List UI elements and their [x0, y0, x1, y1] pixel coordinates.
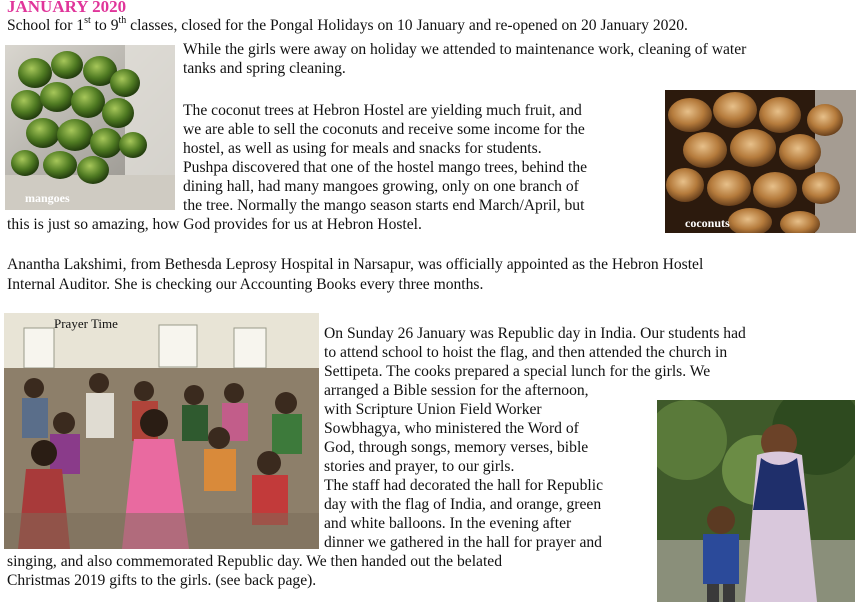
block2-line-6: the tree. Normally the mango season starts end March/April, but — [183, 197, 585, 214]
intro-line — [7, 16, 688, 35]
block1-line-1: While the girls were away on holiday we attended to maintenance work, cleaning of water — [183, 41, 747, 58]
block4-line-13: singing, and also commemorated Republic day. We then handed out the belated — [7, 553, 503, 570]
block4-line-3: Settipeta. The cooks prepared a special lunch for the girls. We — [324, 363, 711, 380]
block4-line-1: On Sunday 26 January was Republic day in India. Our students had — [324, 325, 746, 342]
intro-sup-2: th — [118, 15, 127, 26]
coconuts-caption: coconuts — [685, 216, 730, 230]
portrait-photo — [657, 400, 855, 602]
block2-line-1: The coconut trees at Hebron Hostel are yielding much fruit, and — [183, 102, 582, 119]
block4-line-7: God, through songs, memory verses, bible — [324, 439, 589, 456]
block4-line-5: with Scripture Union Field Worker — [324, 401, 542, 418]
portrait-image — [657, 400, 855, 602]
block2-line-3: hostel, as well as using for meals and snacks for students. — [183, 140, 542, 157]
block2-line-2: we are able to sell the coconuts and receive some income for the — [183, 121, 585, 138]
mangoes-caption: mangoes — [25, 191, 70, 205]
intro-text-1: School for 1 — [7, 17, 85, 34]
block4-line-14: Christmas 2019 gifts to the girls. (see back page). — [7, 572, 317, 589]
prayer-time-photo — [4, 313, 319, 549]
block3-line-1: Anantha Lakshimi, from Bethesda Leprosy Hospital in Narsapur, was officially appointed as the Hebron Hostel — [7, 256, 704, 273]
block4-line-9: The staff had decorated the hall for Republic — [324, 477, 603, 494]
block4-line-2: to attend school to hoist the flag, and then attended the church in — [324, 344, 728, 361]
coconuts-photo — [665, 90, 856, 233]
block4-line-6: Sowbhagya, who ministered the Word of — [324, 420, 579, 437]
prayer-time-caption: Prayer Time — [54, 316, 118, 331]
intro-sup-1: st — [84, 15, 91, 26]
block1-line-2: tanks and spring cleaning. — [183, 60, 346, 77]
block2-line-5: dining hall, had many mangoes growing, only on one branch of — [183, 178, 579, 195]
block4-line-4: arranged a Bible session for the afternoon, — [324, 382, 589, 399]
block4-line-8: stories and prayer, to our girls. — [324, 458, 515, 475]
prayer-time-image — [4, 313, 319, 549]
intro-text-2: to 9 — [90, 17, 119, 34]
intro-text-3: classes, closed for the Pongal Holidays on 10 January and re-opened on 20 January 2020. — [126, 17, 688, 34]
block2-line-7: this is just so amazing, how God provides for us at Hebron Hostel. — [7, 216, 422, 233]
block4-line-12: dinner we gathered in the hall for prayer and — [324, 534, 602, 551]
block2-line-4: Pushpa discovered that one of the hostel mango trees, behind the — [183, 159, 588, 176]
mangoes-image — [5, 45, 175, 210]
page-heading: JANUARY 2020 — [7, 0, 127, 16]
block3-line-2: Internal Auditor. She is checking our Accounting Books every three months. — [7, 276, 484, 293]
mangoes-photo — [5, 45, 175, 210]
block4-line-10: day with the flag of India, and orange, green — [324, 496, 602, 513]
block4-line-11: and white balloons. In the evening after — [324, 515, 572, 532]
coconuts-image — [665, 90, 856, 233]
